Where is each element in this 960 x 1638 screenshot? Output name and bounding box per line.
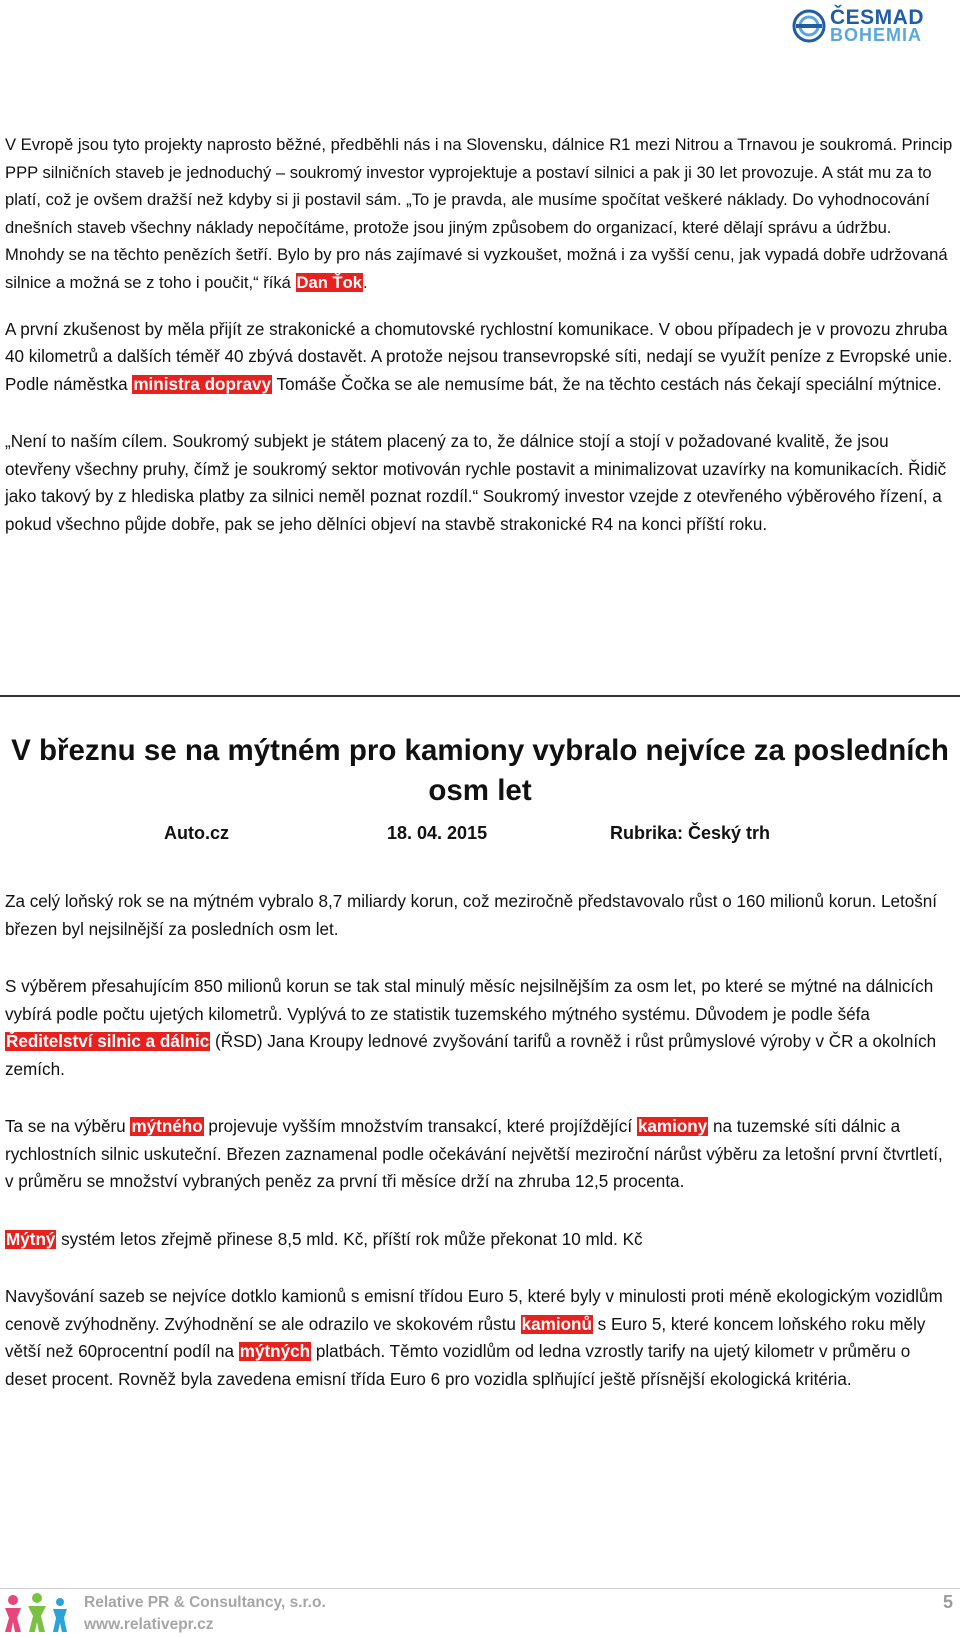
article-rubric: Rubrika: Český trh (610, 823, 771, 843)
paragraph: A první zkušenost by měla přijít ze strakonické a chomutovské rychlostní komunikace. V obou případech je v provozu zhruba 40 kilometrů a dalších téměř 40 zbývá dostavět. A protože nejsou transevropské síti, nedají se využít peníze z Evropské unie. Podle náměstka ministra dopravy Tomáše Čočka se ale nemusíme bát, že na těchto cestách nás čekají speciální mýtnice. (5, 319, 953, 394)
logo-text-cesmad: ČESMAD (830, 6, 925, 29)
cesmad-logo-icon (792, 9, 826, 43)
paragraph: Ta se na výběru mýtného projevuje vyšším množstvím transakcí, které projíždějící kamiony na tuzemské síti dálnic a rychlostních silnic uskuteční. Březen zaznamenal podle očekávání největší meziroční nárůst výběru za letošní první čtvrtletí, v průměru se množství vybraných peněz za první tři měsíce drží na zhruba 12,5 procenta. (5, 1117, 943, 1191)
page-number: 5 (942, 1592, 953, 1612)
highlight-link[interactable]: Dan Ťok (296, 272, 362, 292)
highlight-link[interactable]: Mýtný (6, 1229, 56, 1249)
article-title: V březnu se na mýtném pro kamiony vybralo nejvíce za posledních osm let (11, 734, 949, 807)
footer-company: Relative PR & Consultancy, s.r.o. (84, 1594, 326, 1611)
paragraph: „Není to naším cílem. Soukromý subjekt je státem placený za to, že dálnice stojí a stojí v požadované kvalitě, že jsou otevřeny všechny pruhy, čímž je soukromý sektor motivován rychle postavit a minimalizovat uzavírky na komunikacích. Řidič jako takový by z hlediska platby za silnici neměl poznat rozdíl.“ Soukromý investor vzejde z otevřeného výběrového řízení, a pokud všechno půjde dobře, pak se jeho dělníci objeví na stavbě strakonické R4 na konci příští roku. (5, 432, 947, 534)
relative-pr-logo-icon (3, 1592, 71, 1634)
paragraph: Za celý loňský rok se na mýtném vybralo 8,7 miliardy korun, což meziročně představovalo růst o 160 milionů korun. Letošní březen byl nejsilnější za posledních osm let. (5, 892, 938, 939)
paragraph: Navyšování sazeb se nejvíce dotklo kamionů s emisní třídou Euro 5, které byly v minulosti proti méně ekologickým vozidlům cenově zvýhodněny. Zvýhodnění se ale odrazilo ve skokovém růstu kamionů s Euro 5, které koncem loňského roku měly větší než 60procentní podíl na mýtných platbách. Těmto vozidlům od ledna vzrostly tarify na ujetý kilometr v průměru o deset procent. Rovněž byla zavedena emisní třída Euro 6 pro vozidla splňující ještě přísnější ekologická kritéria. (5, 1287, 943, 1389)
highlight-link[interactable]: kamiony (637, 1117, 708, 1136)
article-date: 18. 04. 2015 (387, 823, 488, 843)
footer-url-link[interactable]: www.relativepr.cz (84, 1616, 214, 1633)
highlight-link[interactable]: mýtných (239, 1342, 311, 1361)
section-divider (0, 695, 960, 697)
footer-divider (0, 1588, 960, 1589)
highlight-link[interactable]: kamionů (521, 1314, 592, 1334)
paragraph: S výběrem přesahujícím 850 milionů korun se tak stal minulý měsíc nejsilnějším za osm let, po které se mýtné na dálnicích vybírá podle počtu ujetých kilometrů. Vyplývá to ze statistik tuzemského mýtného systému. Důvodem je podle šéfa Ředitelství silnic a dálnic (ŘSD) Jana Kroupy lednové zvyšování tarifů a rovněž i růst průmyslové výroby v ČR a okolních zemích. (5, 977, 937, 1079)
paragraph: Mýtný systém letos zřejmě přinese 8,5 mld. Kč, příští rok může překonat 10 mld. Kč (6, 1229, 643, 1249)
article-source: Auto.cz (164, 823, 229, 843)
highlight-link[interactable]: Ředitelství silnic a dálnic (6, 1032, 210, 1051)
highlight-link[interactable]: ministra dopravy (133, 374, 272, 394)
article-continuation (5, 131, 955, 538)
paragraph: V Evropě jsou tyto projekty naprosto běžné, předběhli nás i na Slovensku, dálnice R1 mezi Nitrou a Trnavou je soukromá. Princip PPP silničních staveb je jednoduchý – soukromý investor vyprojektuje a postaví silnici a pak ji 30 let provozuje. A stát mu za to platí, což je ovšem dražší než kdyby si ji postavil sám. „To je pravda, ale musíme spočítat veškeré náklady. Do vyhodnocování dnešních staveb všechny náklady nepočítáme, protože jsou jiným způsobem do organizací, které dělají správu a údržbu. Mnohdy se na těchto penězích šetří. Bylo by pro nás zajímavé si vyzkoušet, možná i za vyšší cenu, jak vypadá dobře udržovaná silnice a možná se z toho i poučit,“ říká Dan Ťok. (5, 135, 953, 292)
article-body (5, 888, 955, 1393)
highlight-link[interactable]: mýtného (131, 1117, 203, 1136)
logo-text-bohemia: BOHEMIA (830, 25, 922, 45)
cesmad-bohemia-logo (792, 6, 952, 45)
